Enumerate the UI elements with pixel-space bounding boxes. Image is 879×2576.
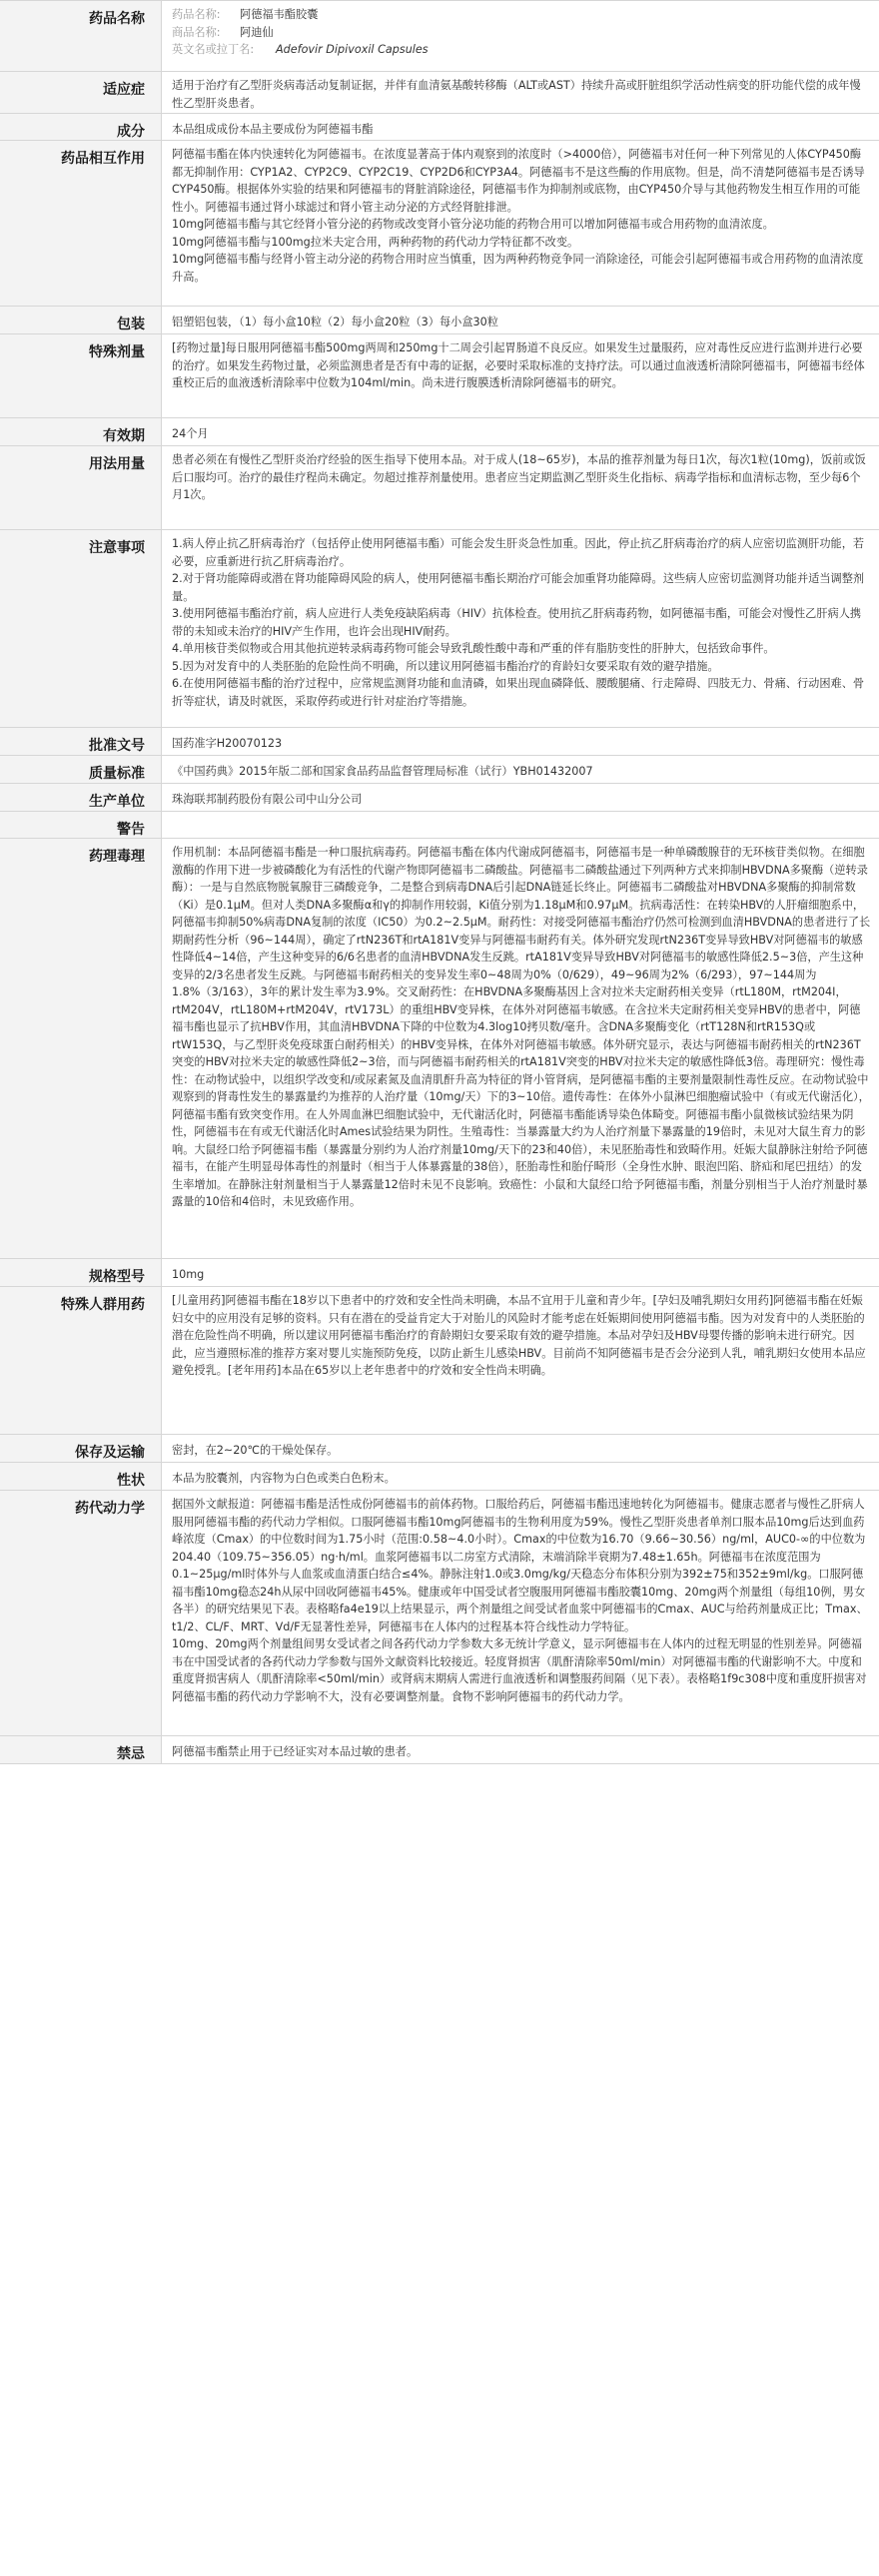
row-drug-interactions [0,141,879,307]
drug-name-content [162,1,879,71]
name-value: 阿迪仙 [240,25,274,39]
row-contraindications [0,1736,879,1764]
row-precautions [0,530,879,728]
ingredients-label: 成分 [0,114,162,140]
warning-label: 警告 [0,812,162,838]
paragraph: 国药准字H20070123 [172,737,283,750]
name-line [172,6,871,24]
name-key: 商品名称: [172,25,221,39]
row-drug-name [0,1,879,72]
row-warning [0,812,879,839]
package-label: 包装 [0,307,162,333]
paragraph: 珠海联邦制药股份有限公司中山分公司 [172,793,363,806]
row-storage-transport [0,1435,879,1463]
precautions-label: 注意事项 [0,530,162,727]
paragraph: [药物过量]每日服用阿德福韦酯500mg两周和250mg十二周会引起胃肠道不良反应。如果发生过量服药，应对毒性反应进行监测并进行必要的治疗。如果发生药物过量，必须监测患者是否有中毒的证据，必要时采取标准的支持疗法。可以通过血液透析清除阿德福韦，阿德福韦经体重校正后的血液透析清除率中位数为104ml/min。尚未进行腹膜透析清除阿德福韦的研究。 [172,341,865,389]
row-ingredients [0,114,879,141]
appearance-content [162,1463,879,1490]
special-populations-content [162,1287,879,1434]
paragraph: 患者必须在有慢性乙型肝炎治疗经验的医生指导下使用本品。对于成人(18~65岁)，本品的推荐剂量为每日1次，每次1粒(10mg)，饭前或饭后口服均可。治疗的最佳疗程尚未确定。勿超过推荐剂量使用。患者应当定期监测乙型肝炎生化指标、病毒学指标和血清标志物，至少每6个月1次。 [172,453,866,501]
name-key: 药品名称: [172,8,221,21]
contraindications-label: 禁忌 [0,1736,162,1763]
paragraph: 3.使用阿德福韦酯治疗前，病人应进行人类免疫缺陷病毒（HIV）抗体检查。使用抗乙肝病毒药物，如阿德福韦酯，可能会对慢性乙肝病人携带的未知或未治疗的HIV产生作用，也许会出现HIV耐药。 [172,607,862,638]
approval-number-content [162,728,879,755]
warning-content [162,812,879,838]
paragraph: 密封，在2~20℃的干燥处保存。 [172,1444,339,1457]
special-dosage-content [162,334,879,417]
contraindications-content [162,1736,879,1763]
paragraph: [儿童用药]阿德福韦酯在18岁以下患者中的疗效和安全性尚未明确，本品不宜用于儿童和青少年。[孕妇及哺乳期妇女用药]阿德福韦酯在妊娠妇女中的应用没有足够的资料。只有在潜在的受益肯定大于对胎儿的风险时才能考虑在妊娠期间使用阿德福韦酯。因为对发育中的人类胚胎的潜在危险性尚不明确，所以建议用阿德福韦酯治疗的育龄期妇女要采取有效的避孕措施。本品对孕妇及HBV母婴传播的影响未进行研究。因此，应当遵照标准的推荐方案对婴儿实施预防免疫，以防止新生儿感染HBV。目前尚不知阿德福韦是否会分泌到人乳，哺乳期妇女使用本品应避免授乳。[老年用药]本品在65岁以上老年患者中的疗效和安全性尚未明确。 [172,1294,866,1377]
usage-dosage-content [162,446,879,529]
paragraph: 5.因为对发育中的人类胚胎的危险性尚不明确，所以建议用阿德福韦酯治疗的育龄妇女要采取有效的避孕措施。 [172,659,719,673]
quality-standard-label: 质量标准 [0,756,162,783]
pharmacokinetics-content [162,1491,879,1735]
paragraph: 10mg [172,1268,205,1281]
row-special-populations [0,1287,879,1435]
paragraph: 铝塑铝包装，（1）每小盒10粒（2）每小盒20粒（3）每小盒30粒 [172,316,498,328]
row-indications [0,72,879,114]
specification-label: 规格型号 [0,1259,162,1286]
paragraph: 《中国药典》2015年版二部和国家食品药品监督管理局标准（试行）YBH01432007 [172,765,593,778]
row-approval-number [0,728,879,756]
paragraph: 1.病人停止抗乙肝病毒治疗（包括停止使用阿德福韦酯）可能会发生肝炎急性加重。因此，停止抗乙肝病毒治疗的病人应密切监测肝功能，若必要，应重新进行抗乙肝病毒治疗。 [172,537,865,568]
storage-transport-content [162,1435,879,1462]
manufacturer-content [162,784,879,811]
paragraph: 阿德福韦酯禁止用于已经证实对本品过敏的患者。 [172,1745,419,1758]
row-validity [0,418,879,446]
indications-content [162,72,879,113]
name-line [172,41,871,59]
appearance-label: 性状 [0,1463,162,1490]
drug-name-label: 药品名称 [0,1,162,71]
validity-label: 有效期 [0,418,162,445]
row-package [0,307,879,334]
paragraph: 6.在使用阿德福韦酯的治疗过程中，应常规监测肾功能和血清磷，如果出现血磷降低、腰酸腿痛、行走障碍、四肢无力、骨痛、行动困难、骨折等症状，请及时就医，采取停药或进行针对症治疗等措施。 [172,677,865,708]
row-usage-dosage [0,446,879,530]
row-appearance [0,1463,879,1491]
pharmacokinetics-label: 药代动力学 [0,1491,162,1735]
paragraph: 2.对于肾功能障碍或潜在肾功能障碍风险的病人，使用阿德福韦酯长期治疗可能会加重肾功能障碍。这些病人应密切监测肾功能并适当调整剂量。 [172,572,865,603]
name-key: 英文名或拉丁名: [172,43,255,56]
row-pharmacokinetics [0,1491,879,1736]
row-special-dosage [0,334,879,418]
paragraph: 阿德福韦酯在体内快速转化为阿德福韦。在浓度显著高于体内观察到的浓度时（>4000倍），阿德福韦对任何一种下列常见的人体CYP450酶都无抑制作用：CYP1A2、CYP2C9、CYP2C19、CYP2D6和CYP3A4。阿德福韦不是这些酶的作用底物。但是，尚不清楚阿德福韦是否诱导CYP450酶。根据体外实验的结果和阿德福韦的肾脏消除途径，阿德福韦作为抑制剂或底物，由CYP450介导与其他药物发生相互作用的可能性小。阿德福韦通过肾小球滤过和肾小管主动分泌的方式经肾脏排泄。 [172,148,865,214]
row-quality-standard [0,756,879,784]
name-value: 阿德福韦酯胶囊 [240,8,319,21]
quality-standard-content [162,756,879,783]
approval-number-label: 批准文号 [0,728,162,755]
paragraph: 4.单用核苷类似物或合用其他抗逆转录病毒药物可能会导致乳酸性酸中毒和严重的伴有脂肪变性的肝肿大，包括致命事件。 [172,642,775,655]
name-value: Adefovir Dipivoxil Capsules [276,43,429,56]
manufacturer-label: 生产单位 [0,784,162,811]
paragraph: 10mg阿德福韦酯与经肾小管主动分泌的药物合用时应当慎重，因为两种药物竞争同一消除途径，可能会引起阿德福韦或合用药物的血清浓度升高。 [172,253,864,284]
row-specification [0,1259,879,1287]
paragraph: 10mg阿德福韦酯与100mg拉米夫定合用，两种药物的药代动力学特征都不改变。 [172,235,579,249]
special-dosage-label: 特殊剂量 [0,334,162,417]
paragraph: 10mg阿德福韦酯与其它经肾小管分泌的药物或改变肾小管分泌功能的药物合用可以增加阿德福韦或合用药物的血清浓度。 [172,218,774,231]
precautions-content [162,530,879,727]
row-manufacturer [0,784,879,812]
drug-interactions-content [162,141,879,306]
usage-dosage-label: 用法用量 [0,446,162,529]
paragraph: 本品为胶囊剂，内容物为白色或类白色粉末。 [172,1472,396,1485]
paragraph: 本品组成成份本品主要成份为阿德福韦酯 [172,123,374,136]
specification-content [162,1259,879,1286]
paragraph: 据国外文献报道：阿德福韦酯是活性成份阿德福韦的前体药物。口服给药后，阿德福韦酯迅速地转化为阿德福韦。健康志愿者与慢性乙肝病人服用阿德福韦酯的药代动力学相似。口服阿德福韦酯10mg阿德福韦的生物利用度为59%。慢性乙型肝炎患者单剂口服本品10mg后达到血药峰浓度（Cmax）的中位数时间为1.75小时（范围:0.58~4.0小时）。Cmax的中位数为16.70（9.66~30.56）ng/ml，AUC0-∞的中位数为204.40（109.75~356.05）ng·h/ml。血浆阿德福韦以二房室方式清除，末端消除半衰期为7.48±1.65h。阿德福韦在浓度范围为0.1~25μg/ml时体外与人血浆或血清蛋白结合≤4%。静脉注射1.0或3.0mg/kg/天稳态分布体积分别为392±75和352±9ml/kg。口服阿德福韦酯10mg稳态24h从尿中回收阿德福韦45%。健康或年中国受试者空腹服用阿德福韦酯胶囊10mg、20mg两个剂量组（每组10例，男女各半）的研究结果见下表。表格略fa4e19以上结果显示，两个剂量组之间受试者血浆中阿德福韦的Cmax、AUC与给药剂量成正比；Tmax、t1/2、CL/F、MRT、Vd/F无显著性差异，阿德福韦在人体内的过程基本符合线性动力学特征。 [172,1498,868,1633]
paragraph: 适用于治疗有乙型肝炎病毒活动复制证据，并伴有血清氨基酸转移酶（ALT或AST）持续升高或肝脏组织学活动性病变的肝功能代偿的成年慢性乙型肝炎患者。 [172,79,861,110]
name-line [172,24,871,42]
package-content [162,307,879,333]
pharmacology-toxicology-content [162,839,879,1258]
paragraph: 24个月 [172,427,209,440]
special-populations-label: 特殊人群用药 [0,1287,162,1434]
ingredients-content [162,114,879,140]
validity-content [162,418,879,445]
pharmacology-toxicology-label: 药理毒理 [0,839,162,1258]
paragraph: 10mg、20mg两个剂量组间男女受试者之间各药代动力学参数大多无统计学意义，显示阿德福韦在人体内的过程无明显的性别差异。阿德福韦在中国受试者的各药代动力学参数与国外文献资料比较接近。轻度肾损害（肌酐清除率50ml/min）对阿德福韦酯的代谢影响不大。中度和重度肾损害病人（肌酐清除率<50ml/min）或肾病末期病人需进行血液透析和调整服药间隔（见下表）。表格略1f9c308中度和重度肝损害对阿德福韦酯的药代动力学影响不大，没有必要调整剂量。食物不影响阿德福韦的药代动力学。 [172,1637,867,1703]
drug-interactions-label: 药品相互作用 [0,141,162,306]
storage-transport-label: 保存及运输 [0,1435,162,1462]
row-pharmacology-toxicology [0,839,879,1259]
paragraph: 作用机制：本品阿德福韦酯是一种口服抗病毒药。阿德福韦酯在体内代谢成阿德福韦，阿德福韦是一种单磷酸腺苷的无环核苷类似物。在细胞激酶的作用下进一步被磷酸化为有活性的代谢产物即阿德福韦二磷酸盐。阿德福韦二磷酸盐通过下列两种方式来抑制HBVDNA多聚酶（逆转录酶）：一是与自然底物脱氧腺苷三磷酸竞争，二是整合到病毒DNA后引起DNA链延长终止。阿德福韦二磷酸盐对HBVDNA多聚酶的抑制常数（Ki）是0.1μM。但对人类DNA多聚酶α和γ的抑制作用较弱，Ki值分别为1.18μM和0.97μM。抗病毒活性：在转染HBV的人肝瘤细胞系中，阿德福韦抑制50%病毒DNA复制的浓度（IC50）为0.2~2.5μM。耐药性：对接受阿德福韦酯治疗仍然可检测到血清HBVDNA的患者进行了长期耐药性分析（96~144周），确定了rtN236T和rtA181V变异与阿德福韦耐药有关。体外研究发现rtN236T变异导致HBV对阿德福韦的敏感性降低4~14倍，产生这种变异的6/6名患者的血清HBVDNA发生反跳。rtA181V变异导致HBV对阿德福韦的敏感性降低2.5~3倍，产生这种变异的2/3名患者发生反跳。与阿德福韦耐药相关的变异发生率0~48周为0%（0/629），49~96周为2%（6/293），97~144周为1.8%（3/163），3年的累计发生率为3.9%。交叉耐药性：在HBVDNA多聚酶基因上含对拉米夫定耐药相关变异（rtL180M，rtM204I，rtM204V，rtL180M+rtM204V，rtV173L）的重组HBV变异株，在体外对阿德福韦敏感。在含拉米夫定耐药相关变异HBV的患者中，阿德福韦酯也显示了抗HBV作用，其血清HBVDNA下降的中位数为4.3log10拷贝数/毫升。含DNA多聚酶变化（rtT128N和rtR153Q或rtW153Q，与乙型肝炎免疫球蛋白耐药相关）的HBV变异株，在体外对阿德福韦敏感。体外研究显示，表达与阿德福韦耐药相关的rtN236T突变的HBV对拉米夫定的敏感性降低2~3倍，而与阿德福韦耐药相关的rtA181V突变的HBV对拉米夫定的敏感性降低3倍。毒理研究：慢性毒性：在动物试验中，以组织学改变和/或尿素氮及血清肌酐升高为特征的肾小管肾病，是阿德福韦酯的主要剂量限制性毒性反应。在动物试验中观察到的肾毒性发生的暴露量约为推荐的人治疗量（10mg/天）下的3~10倍。遗传毒性：在体外小鼠淋巴细胞瘤试验中（有或无代谢活化），阿德福韦酯有致突变作用。在人外周血淋巴细胞试验中，无代谢活化时，阿德福韦酯能诱导染色体畸变。阿德福韦酯小鼠微核试验结果为阴性，阿德福韦在有或无代谢活化时Ames试验结果为阴性。生殖毒性：当暴露量大约为人治疗剂量下暴露量的19倍时，未见对大鼠生育力的影响。大鼠经口给予阿德福韦酯（暴露量分别约为人治疗剂量10mg/天下的23和40倍），未见胚胎毒性和致畸作用。妊娠大鼠静脉注射给予阿德福韦，在能产生明显母体毒性的剂量时（相当于人体暴露量的38倍），胚胎毒性和胎仔畸形（全身性水肿、眼泡凹陷、脐疝和尾巴扭结）的发生率增加。在静脉注射剂量相当于人暴露量12倍时未见不良影响。致癌性：小鼠和大鼠经口给予阿德福韦酯，剂量分别相当于人治疗剂量时暴露量的10倍和4倍时，未见致癌作用。 [172,846,871,1208]
indications-label: 适应症 [0,72,162,113]
